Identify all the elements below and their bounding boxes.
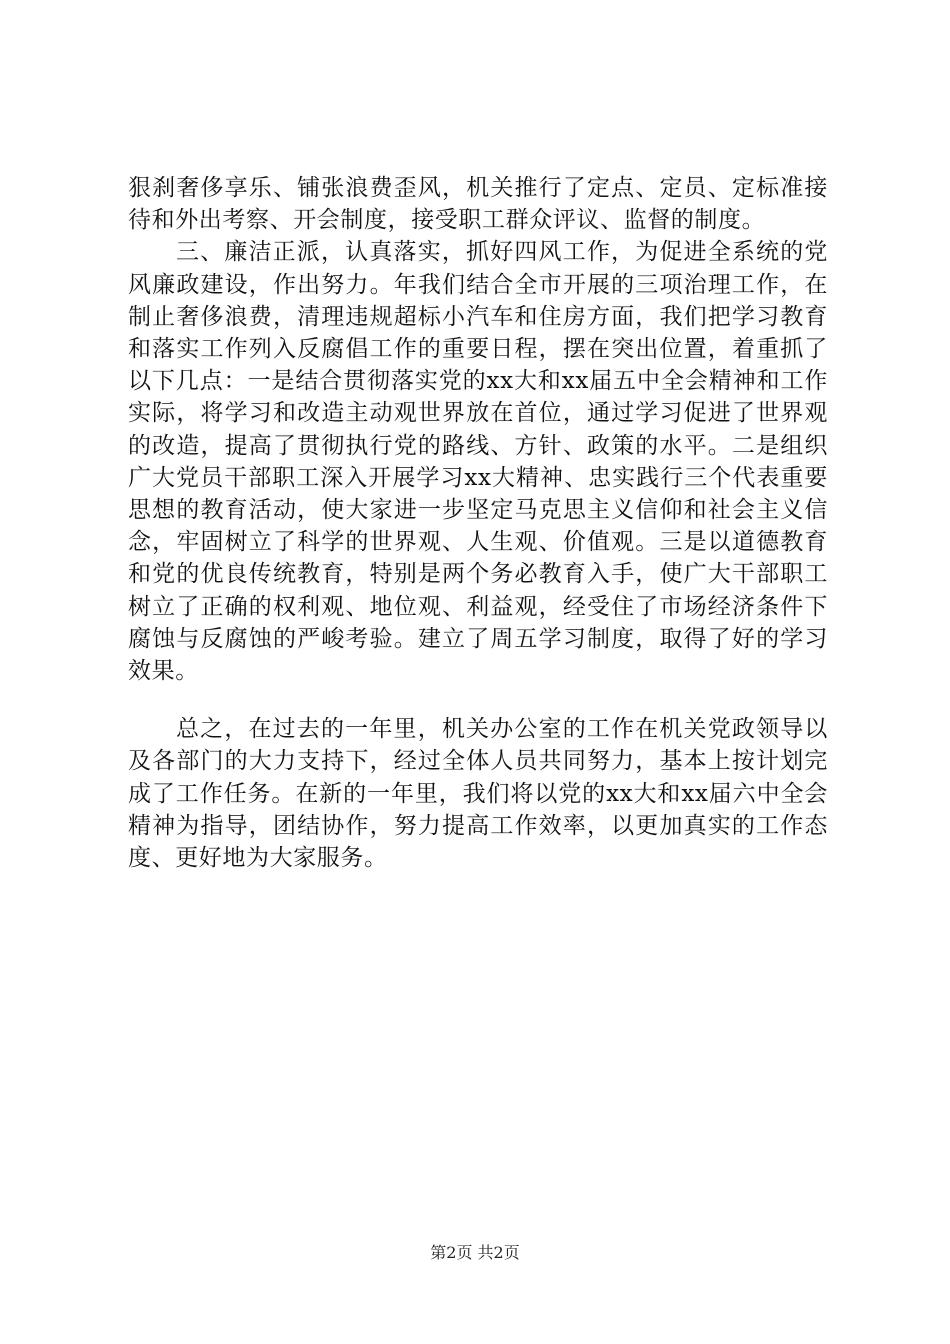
document-body xyxy=(128,172,828,874)
page-number-footer: 第2页 共2页 xyxy=(430,1243,520,1262)
paragraph-section-three: 三、廉洁正派，认真落实，抓好四风工作，为促进全系统的党风廉政建设，作出努力。年我们结合全市开展的三项治理工作，在制止奢侈浪费，清理违规超标小汽车和住房方面，我们把学习教育和落实工作列入反腐倡工作的重要日程，摆在突出位置，着重抓了以下几点：一是结合贯彻落实党的xx大和xx届五中全会精神和工作实际，将学习和改造主动观世界放在首位，通过学习促进了世界观的改造，提高了贯彻执行党的路线、方针、政策的水平。二是组织广大党员干部职工深入开展学习xx大精神、忠实践行三个代表重要思想的教育活动，使大家进一步坚定马克思主义信仰和社会主义信念，牢固树立了科学的世界观、人生观、价值观。三是以道德教育和党的优良传统教育，特别是两个务必教育入手，使广大干部职工树立了正确的权利观、地位观、利益观，经受住了市场经济条件下腐蚀与反腐蚀的严峻考验。建立了周五学习制度，取得了好的学习效果。 xyxy=(128,239,828,685)
paragraph-spacer xyxy=(128,687,828,713)
paragraph-continued: 狠刹奢侈享乐、铺张浪费歪风，机关推行了定点、定员、定标准接待和外出考察、开会制度，接受职工群众评议、监督的制度。 xyxy=(128,175,828,234)
paragraph-summary: 总之，在过去的一年里，机关办公室的工作在机关党政领导以及各部门的大力支持下，经过全体人员共同努力，基本上按计划完成了工作任务。在新的一年里，我们将以党的xx大和xx届六中全会精神为指导，团结协作，努力提高工作效率，以更加真实的工作态度、更好地为大家服务。 xyxy=(128,716,828,872)
